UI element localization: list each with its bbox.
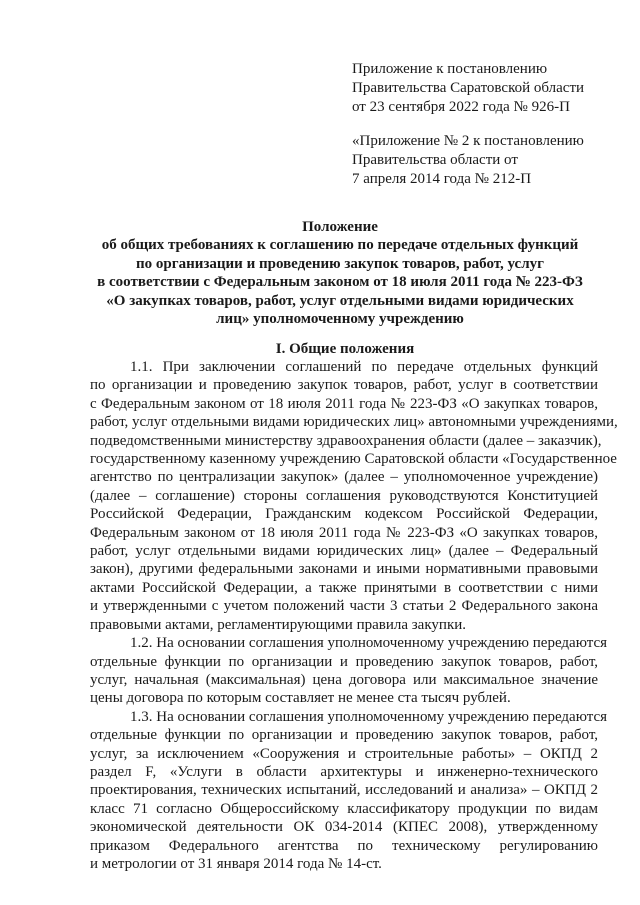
document-body: [90, 358, 618, 873]
paragraph-line: Российской Федерации, Гражданским кодексом Российской Федерации,: [90, 506, 598, 523]
paragraph-line: актами Российской Федерации, а также принятыми в соответствии с ними: [90, 579, 598, 596]
paragraph-line: и утвержденными с учетом положений части 3 статьи 2 Федерального закона: [90, 598, 598, 615]
appendix-original-line: 7 апреля 2014 года № 212-П: [352, 171, 532, 187]
paragraph-line: класс 71 согласно Общероссийскому классификатору продукции по видам: [90, 800, 598, 817]
appendix-current-line: Правительства Саратовской области: [352, 80, 585, 96]
title-line: лиц» уполномоченному учреждению: [216, 311, 464, 328]
paragraph-line: работ, услуг отдельными видами юридических лиц» (далее – Федеральный: [90, 543, 598, 560]
appendix-current-line: Приложение к постановлению: [352, 61, 548, 77]
paragraph-line: с Федеральным законом от 18 июля 2011 года № 223-ФЗ «О закупках товаров,: [90, 395, 598, 412]
paragraph-line: 1.2. На основании соглашения уполномоченному учреждению передаются: [130, 635, 608, 652]
section-heading: I. Общие положения: [275, 341, 415, 357]
paragraph-line: 1.3. На основании соглашения уполномоченному учреждению передаются: [130, 708, 608, 725]
paragraph-line: отдельные функции по организации и проведению закупок товаров, работ,: [90, 727, 598, 744]
title-line: в соответствии с Федеральным законом от 18 июля 2011 года № 223-ФЗ: [97, 274, 583, 291]
paragraph-line: проектирования, технических испытаний, исследований и анализа» – ОКПД 2: [90, 782, 598, 799]
title-line: Положение: [302, 219, 378, 235]
document-title: [70, 218, 610, 328]
paragraph-line: и метрологии от 31 января 2014 года № 14-ст.: [90, 855, 382, 872]
title-line: об общих требованиях к соглашению по передаче отдельных функций: [101, 237, 579, 254]
paragraph-line: Федеральным законом от 18 июля 2011 года № 223-ФЗ «О закупках товаров,: [90, 524, 598, 541]
paragraph-line: государственному казенному учреждению Саратовской области «Государственное: [90, 451, 617, 468]
paragraph-1-2: [90, 634, 608, 708]
paragraph-line: работ, услуг отдельными видами юридических лиц» автономными учреждениями,: [90, 414, 618, 431]
paragraph-line: по организации и проведению закупок товаров, работ, услуг в соответствии: [90, 377, 598, 394]
paragraph-1-1: [90, 358, 618, 634]
paragraph-line: услуг, за исключением «Сооружения и строительные работы» – ОКПД 2: [90, 745, 598, 762]
paragraph-line: экономической деятельности ОК 034-2014 (КПЕС 2008), утвержденному: [90, 819, 598, 836]
paragraph-line: отдельные функции по организации и проведению закупок товаров, работ,: [90, 653, 598, 670]
paragraph-line: закон), другими федеральными законами и иными нормативными правовыми: [90, 561, 598, 578]
paragraph-line: услуг, начальная (максимальная) цена договора или максимальное значение: [90, 671, 598, 688]
paragraph-1-3: [90, 708, 608, 874]
title-line: по организации и проведению закупок товаров, работ, услуг: [136, 255, 544, 272]
paragraph-line: цены договора по которым составляет не менее ста тысяч рублей.: [90, 690, 511, 707]
paragraph-line: (далее – соглашение) стороны соглашения руководствуются Конституцией: [90, 487, 598, 504]
paragraph-line: правовыми актами, регламентирующими правила закупки.: [90, 616, 467, 633]
appendix-original-line: «Приложение № 2 к постановлению: [352, 133, 584, 149]
paragraph-line: подведомственными министерству здравоохранения области (далее – заказчик),: [90, 432, 602, 449]
appendix-current-line: от 23 сентября 2022 года № 926-П: [352, 99, 570, 115]
paragraph-line: приказом Федерального агентства по техническому регулированию: [90, 837, 598, 854]
paragraph-line: раздел F, «Услуги в области архитектуры и инженерно-технического: [90, 763, 598, 780]
appendix-original-line: Правительства области от: [352, 152, 518, 168]
paragraph-line: агентство по централизации закупок» (далее – уполномоченное учреждение): [90, 469, 598, 486]
title-line: «О закупках товаров, работ, услуг отдельными видами юридических: [106, 292, 574, 309]
appendix-original-reference: [352, 132, 622, 189]
paragraph-line: 1.1. При заключении соглашений по передаче отдельных функций: [130, 359, 598, 375]
appendix-current-reference: [352, 60, 622, 117]
